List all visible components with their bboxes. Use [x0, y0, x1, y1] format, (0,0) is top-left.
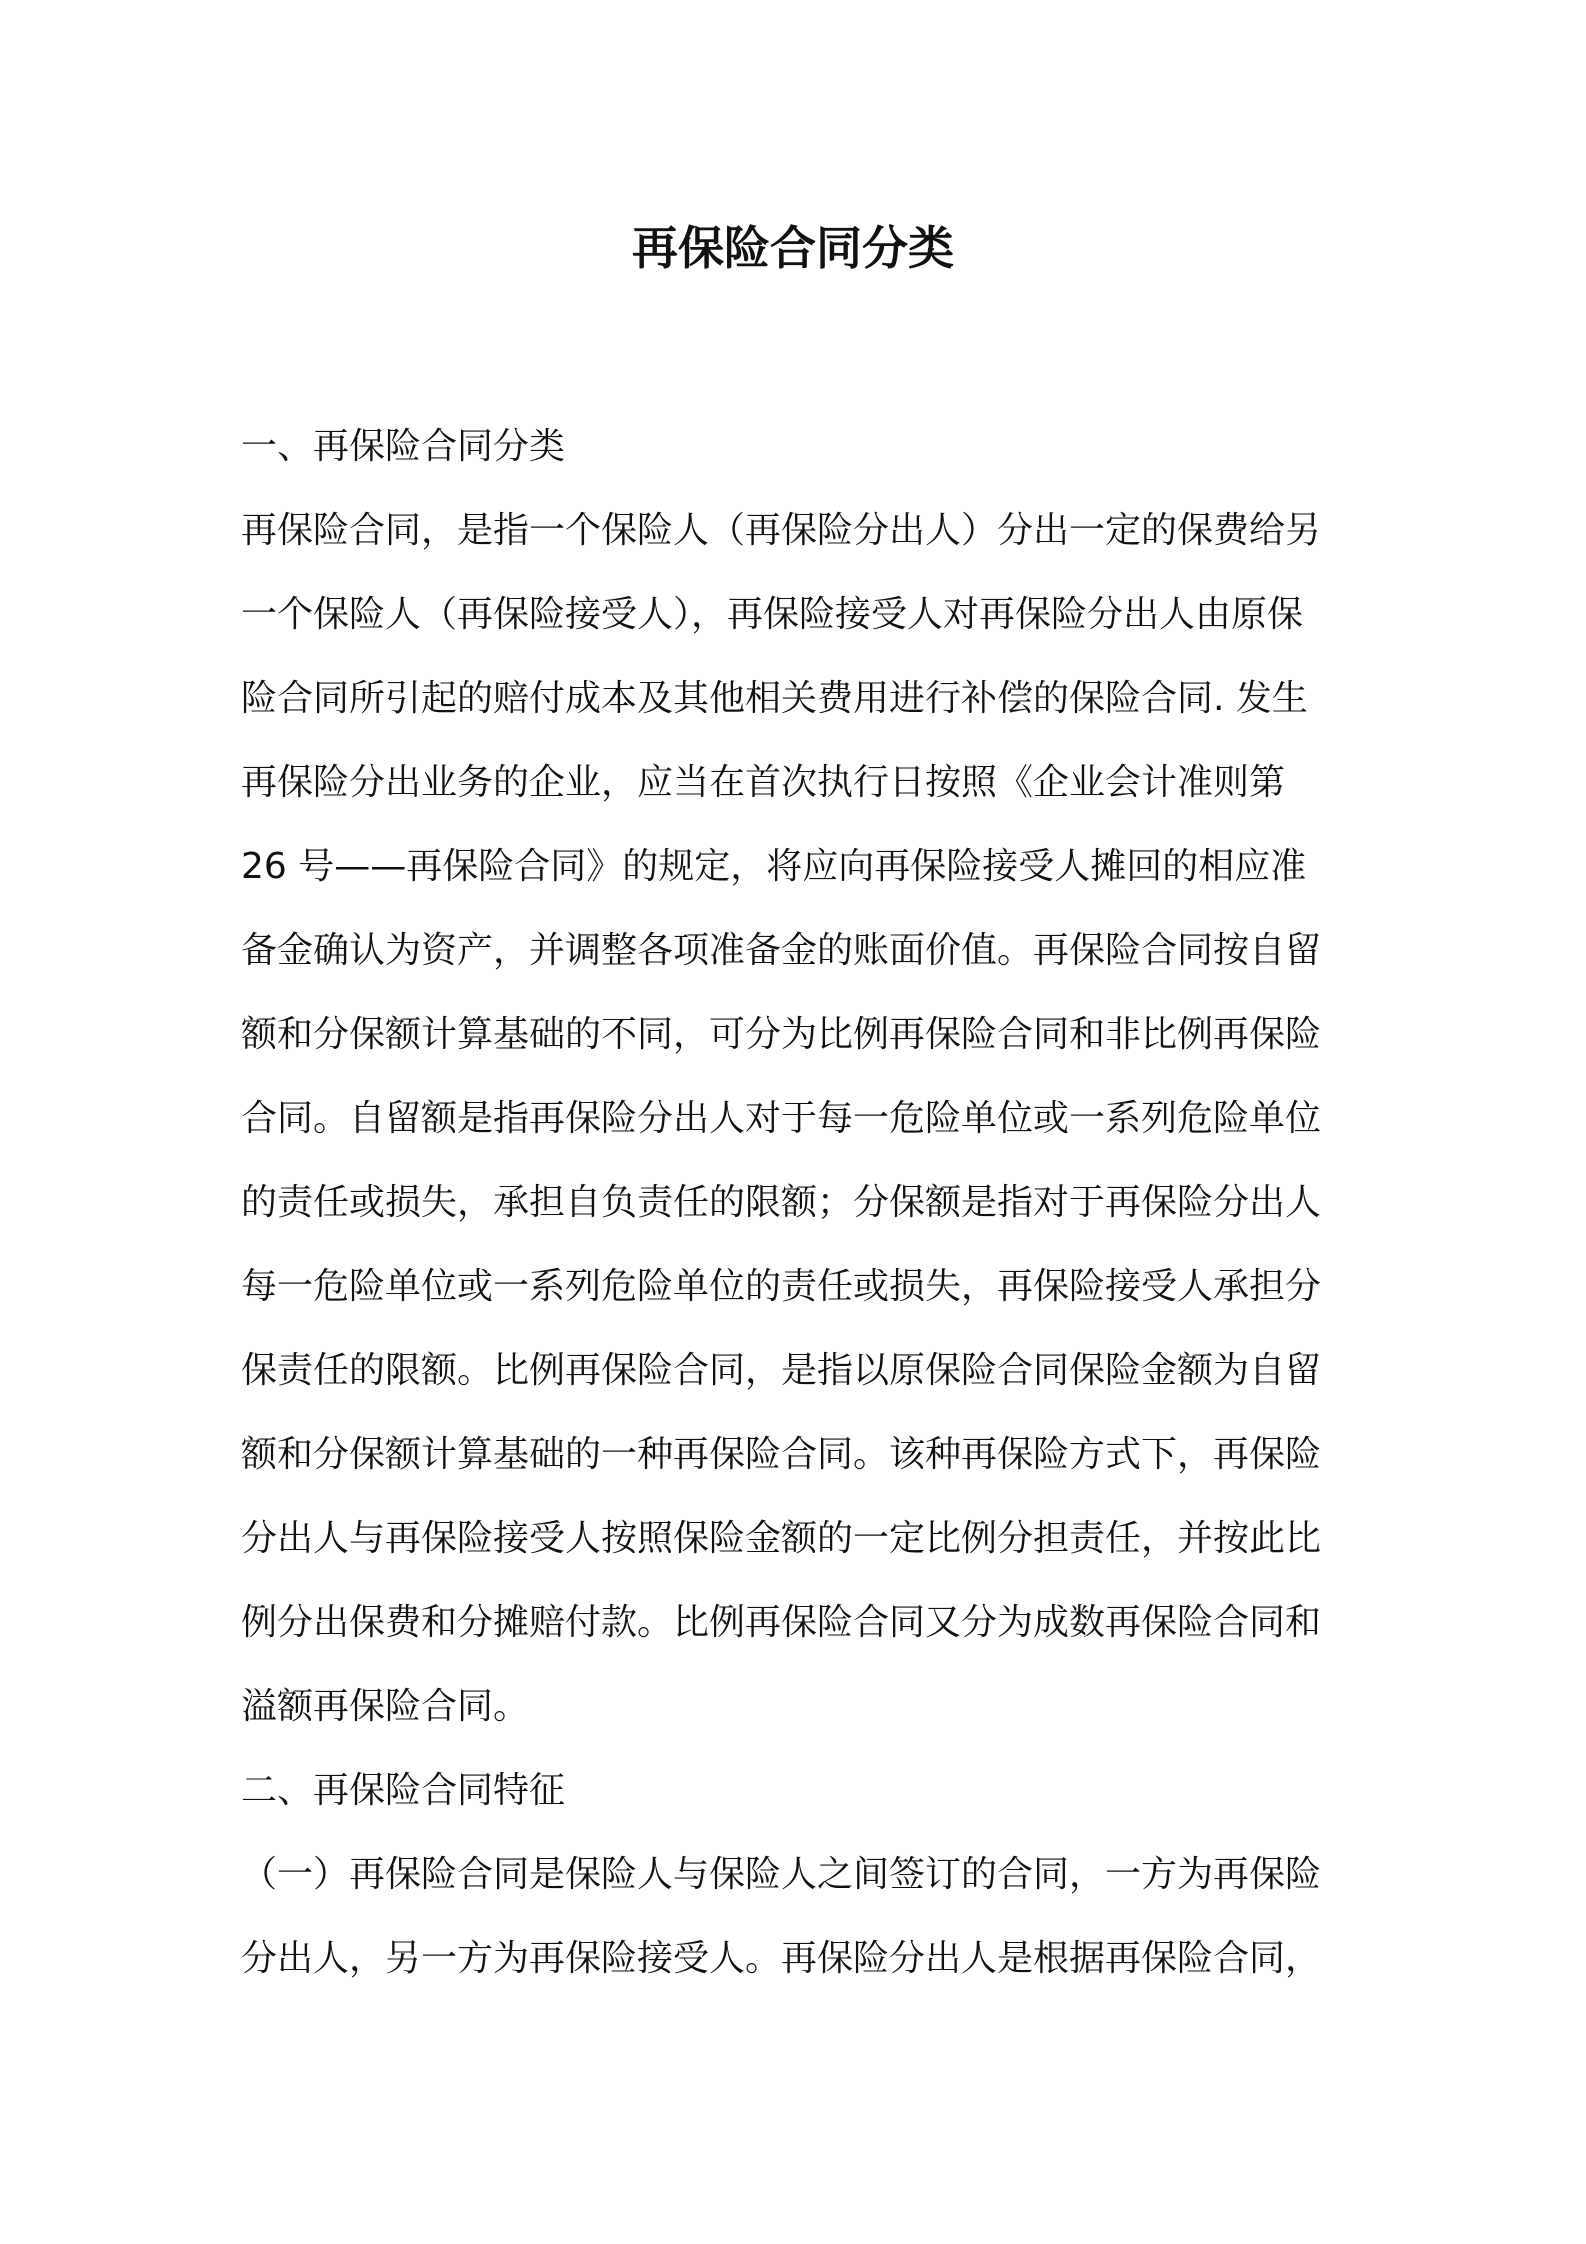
paragraph-line: 每一危险单位或一系列危险单位的责任或损失，再保险接受人承担分 — [241, 1266, 1322, 1307]
paragraph-line: 险合同所引起的赔付成本及其他相关费用进行补偿的保险合同. 发生 — [241, 678, 1308, 719]
paragraph-line: 额和分保额计算基础的一种再保险合同。该种再保险方式下，再保险 — [241, 1434, 1322, 1475]
paragraph-line: 分出人与再保险接受人按照保险金额的一定比例分担责任，并按此比 — [241, 1518, 1322, 1559]
paragraph-line: 例分出保费和分摊赔付款。比例再保险合同又分为成数再保险合同和 — [241, 1602, 1322, 1643]
document-title: 再保险合同分类 — [632, 221, 954, 275]
paragraph-line: 溢额再保险合同。 — [241, 1686, 530, 1727]
paragraph-line: 一个保险人（再保险接受人），再保险接受人对再保险分出人由原保 — [241, 594, 1304, 635]
paragraph-line: （一）再保险合同是保险人与保险人之间签订的合同，一方为再保险 — [241, 1854, 1322, 1895]
paragraph-line: 额和分保额计算基础的不同，可分为比例再保险合同和非比例再保险 — [241, 1014, 1322, 1055]
paragraph-line: 备金确认为资产，并调整各项准备金的账面价值。再保险合同按自留 — [241, 930, 1322, 971]
paragraph-line: 保责任的限额。比例再保险合同，是指以原保险合同保险金额为自留 — [241, 1350, 1322, 1391]
paragraph-line: 的责任或损失，承担自负责任的限额；分保额是指对于再保险分出人 — [241, 1182, 1322, 1223]
paragraph-line: 26 号——再保险合同》的规定，将应向再保险接受人摊回的相应准 — [241, 846, 1307, 887]
paragraph-line: 合同。自留额是指再保险分出人对于每一危险单位或一系列危险单位 — [241, 1098, 1322, 1139]
section-heading-text: 一、再保险合同分类 — [241, 426, 566, 467]
section-1-paragraph — [241, 489, 1357, 1749]
paragraph-line: 再保险合同，是指一个保险人（再保险分出人）分出一定的保费给另 — [241, 510, 1322, 551]
section-2-paragraph — [241, 1833, 1357, 2001]
section-2-heading — [241, 1749, 1357, 1833]
section-1-heading — [241, 405, 1357, 489]
section-heading-text: 二、再保险合同特征 — [241, 1770, 566, 1811]
document-body — [241, 405, 1357, 2001]
paragraph-line: 再保险分出业务的企业，应当在首次执行日按照《企业会计准则第 — [241, 762, 1286, 803]
paragraph-line: 分出人，另一方为再保险接受人。再保险分出人是根据再保险合同， — [241, 1938, 1322, 1979]
